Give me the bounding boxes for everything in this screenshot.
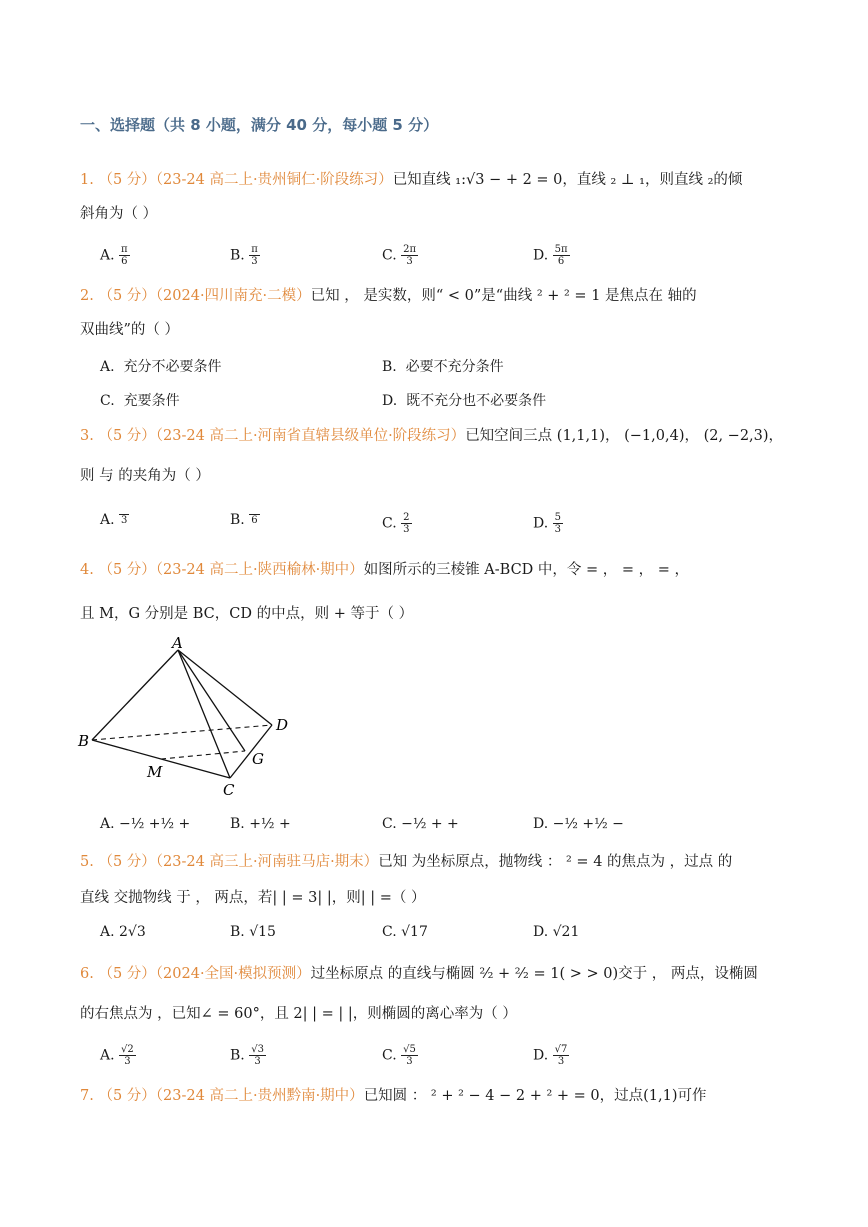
option-a: A. 3 [100, 512, 128, 528]
question-1-line2: 斜角为（ ） [80, 206, 158, 222]
question-source: （23-24 高二上·贵州铜仁·阶段练习） [155, 172, 393, 188]
option-c: C. 充要条件 [100, 393, 180, 409]
question-7-line1: 7. （5 分）（23-24 高二上·贵州黔南·期中）已知圆 ： ² + ² − 4 − 2 + ² + = 0，过点(1,1)可作 [80, 1088, 707, 1104]
option-d: D. 既不充分也不必要条件 [382, 393, 547, 409]
question-6-line2: 的右焦点为 ，已知∠ = 60°，且 2| | = | |，则椭圆的离心率为（ ） [80, 1006, 517, 1022]
edge-ad [178, 650, 272, 725]
label-a: A [172, 636, 183, 652]
option-b: B. 必要不充分条件 [382, 359, 504, 375]
section-title: 一、选择题（共 8 小题，满分 40 分，每小题 5 分） [80, 116, 439, 134]
question-2-line2: 双曲线”的（ ） [80, 322, 180, 338]
label-c: C [223, 781, 235, 799]
question-5-line1: 5. （5 分）（23-24 高三上·河南驻马店·期末）已知 为坐标原点，抛物线 ： ² = 4 的焦点为 ，过点 的 [80, 854, 733, 870]
option-b: B. $\frac{√3}{3}$ [230, 1044, 264, 1067]
question-3-line1: 3. （5 分）（23-24 高二上·河南省直辖县级单位·阶段练习）已知空间三点 (1,1,1)， (−1,0,4)， (2, −2,3)， [80, 428, 784, 444]
edge-bd-hidden [92, 725, 272, 740]
question-6-line1: 6. （5 分）（2024·全国·模拟预测）过坐标原点 的直线与椭圆 ²⁄₂ + ²⁄₂ = 1( > > 0)交于 ， 两点，设椭圆 [80, 966, 758, 982]
tetrahedron-figure [70, 636, 300, 806]
question-number: 1. [80, 172, 94, 188]
option-a: A. $\frac{√2}{3}$ [100, 1044, 134, 1067]
edge-mg-hidden [161, 751, 245, 759]
question-1-line1 [80, 170, 742, 190]
option-d: D. $\frac{5}{3}$ [533, 512, 562, 535]
label-m: M [147, 763, 163, 781]
question-2-line1: 2. （5 分）（2024·四川南充·二模）已知 ， 是实数，则“ < 0”是“曲线 ² + ² = 1 是焦点在 轴的 [80, 288, 697, 304]
question-score: （5 分） [98, 172, 156, 188]
option-a: A. $\frac{\pi}{6}$ [100, 244, 128, 267]
option-a: A. −½ +½ + [100, 816, 191, 832]
edge-ac [178, 650, 230, 778]
question-4-line1: 4. （5 分）（23-24 高二上·陕西榆林·期中）如图所示的三棱锥 A-BCD 中，令 = ， = ， = ， [80, 562, 690, 578]
option-c: C. $\frac{√5}{3}$ [382, 1044, 416, 1067]
label-g: G [252, 750, 264, 768]
option-c: C. −½ + + [382, 816, 459, 832]
option-d: D. $\frac{√7}{3}$ [533, 1044, 568, 1067]
option-a: A. 充分不必要条件 [100, 359, 222, 375]
edge-ab [92, 650, 178, 740]
option-c: C. √17 [382, 924, 428, 940]
option-b: B. √15 [230, 924, 276, 940]
question-3-line2: 则 与 的夹角为（ ） [80, 468, 210, 484]
question-text: 已知直线 ₁:√3 − + 2 = 0，直线 ₂ ⊥ ₁，则直线 ₂的倾 [392, 172, 743, 188]
option-d: D. −½ +½ − [533, 816, 624, 832]
question-5-line2: 直线 交抛物线 于 ， 两点，若| | = 3| |，则| | =（ ） [80, 890, 426, 906]
option-b: B. $\frac{\pi}{3}$ [230, 244, 258, 267]
label-b: B [78, 732, 90, 750]
question-4-line2: 且 M，G 分别是 BC，CD 的中点，则 + 等于（ ） [80, 606, 414, 622]
option-a: A. 2√3 [100, 924, 146, 940]
label-d: D [276, 716, 289, 734]
option-d: D. $\frac{5\pi}{6}$ [533, 244, 568, 267]
option-b: B. 6 [230, 512, 258, 528]
option-b: B. +½ + [230, 816, 291, 832]
option-c: C. $\frac{2}{3}$ [382, 512, 410, 535]
option-d: D. √21 [533, 924, 580, 940]
edge-ag [178, 650, 245, 751]
option-c: C. $\frac{2\pi}{3}$ [382, 244, 417, 267]
